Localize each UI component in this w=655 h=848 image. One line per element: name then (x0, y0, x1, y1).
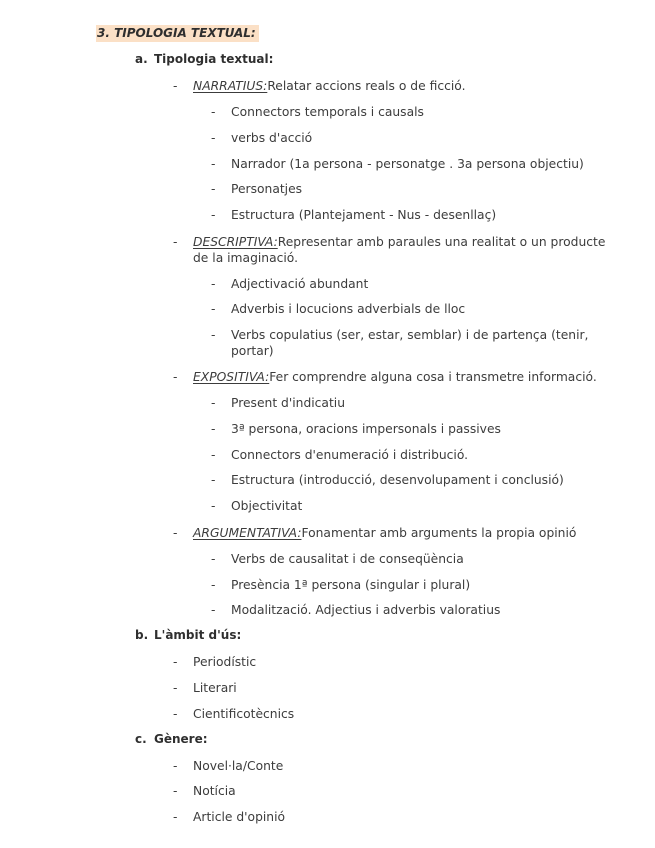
list-item: - Personatjes (211, 182, 303, 196)
list-item: - Adjectivació abundant (211, 277, 369, 291)
argumentativa-desc: Fonamentar amb arguments la propia opinió (301, 526, 577, 540)
list-item: - Estructura (introducció, desenvolupament i conclusió) (211, 473, 564, 487)
list-item: - Connectors d'enumeració i distribució. (211, 448, 469, 462)
subsection-b-title: L'àmbit d'ús: (154, 628, 242, 642)
list-item: - Literari (173, 681, 237, 695)
list-item: - Estructura (Plantejament - Nus - desenllaç) (211, 208, 497, 222)
subsection-b (135, 628, 241, 642)
list-item: - Modalització. Adjectius i adverbis valoratius (211, 603, 501, 617)
type-expositiva: - EXPOSITIVA:Fer comprendre alguna cosa i transmetre informació. (173, 370, 597, 384)
subsection-c-label: c. (135, 732, 147, 746)
expositiva-desc: Fer comprendre alguna cosa i transmetre informació. (269, 370, 597, 384)
subsection-a-title: Tipologia textual: (154, 52, 274, 66)
list-item: - Adverbis i locucions adverbials de lloc (211, 302, 466, 316)
expositiva-term: EXPOSITIVA: (193, 370, 270, 384)
list-item: - Cientificotècnics (173, 707, 295, 721)
type-narratius: - NARRATIUS:Relatar accions reals o de ficció. (173, 79, 466, 93)
narratius-term: NARRATIUS: (193, 79, 268, 93)
list-item: - Presència 1ª persona (singular i plural) (211, 578, 471, 592)
type-argumentativa: - ARGUMENTATIVA:Fonamentar amb arguments la propia opinió (173, 526, 577, 540)
section-heading: 3. TIPOLOGIA TEXTUAL: (96, 25, 259, 42)
subsection-b-label: b. (135, 628, 149, 642)
subsection-a (135, 52, 273, 66)
list-item: - Verbs de causalitat i de conseqüència (211, 552, 464, 566)
list-item: - Notícia (173, 784, 236, 798)
subsection-a-label: a. (135, 52, 148, 66)
list-item: - Narrador (1a persona - personatge . 3a persona objectiu) (211, 157, 584, 171)
list-item: - Periodístic (173, 655, 257, 669)
list-item: - Article d'opinió (173, 810, 286, 824)
subsection-c-title: Gènere: (154, 732, 208, 746)
descriptiva-desc: Representar amb paraules una realitat o un producte de la imaginació. (193, 235, 606, 265)
list-item: - Present d'indicatiu (211, 396, 345, 410)
type-descriptiva: - DESCRIPTIVA:Representar amb paraules una realitat o un producte de la imaginació. (173, 235, 606, 265)
list-item: - Connectors temporals i causals (211, 105, 424, 119)
narratius-desc: Relatar accions reals o de ficció. (267, 79, 466, 93)
list-item: - 3ª persona, oracions impersonals i passives (211, 422, 501, 436)
subsection-c (135, 732, 208, 746)
argumentativa-term: ARGUMENTATIVA: (193, 526, 302, 540)
list-item: - Objectivitat (211, 499, 303, 513)
descriptiva-term: DESCRIPTIVA: (193, 235, 278, 249)
list-item: - verbs d'acció (211, 131, 313, 145)
list-item: - Novel·la/Conte (173, 759, 284, 773)
list-item: - Verbs copulatius (ser, estar, semblar) i de partença (tenir, portar) (211, 328, 589, 358)
